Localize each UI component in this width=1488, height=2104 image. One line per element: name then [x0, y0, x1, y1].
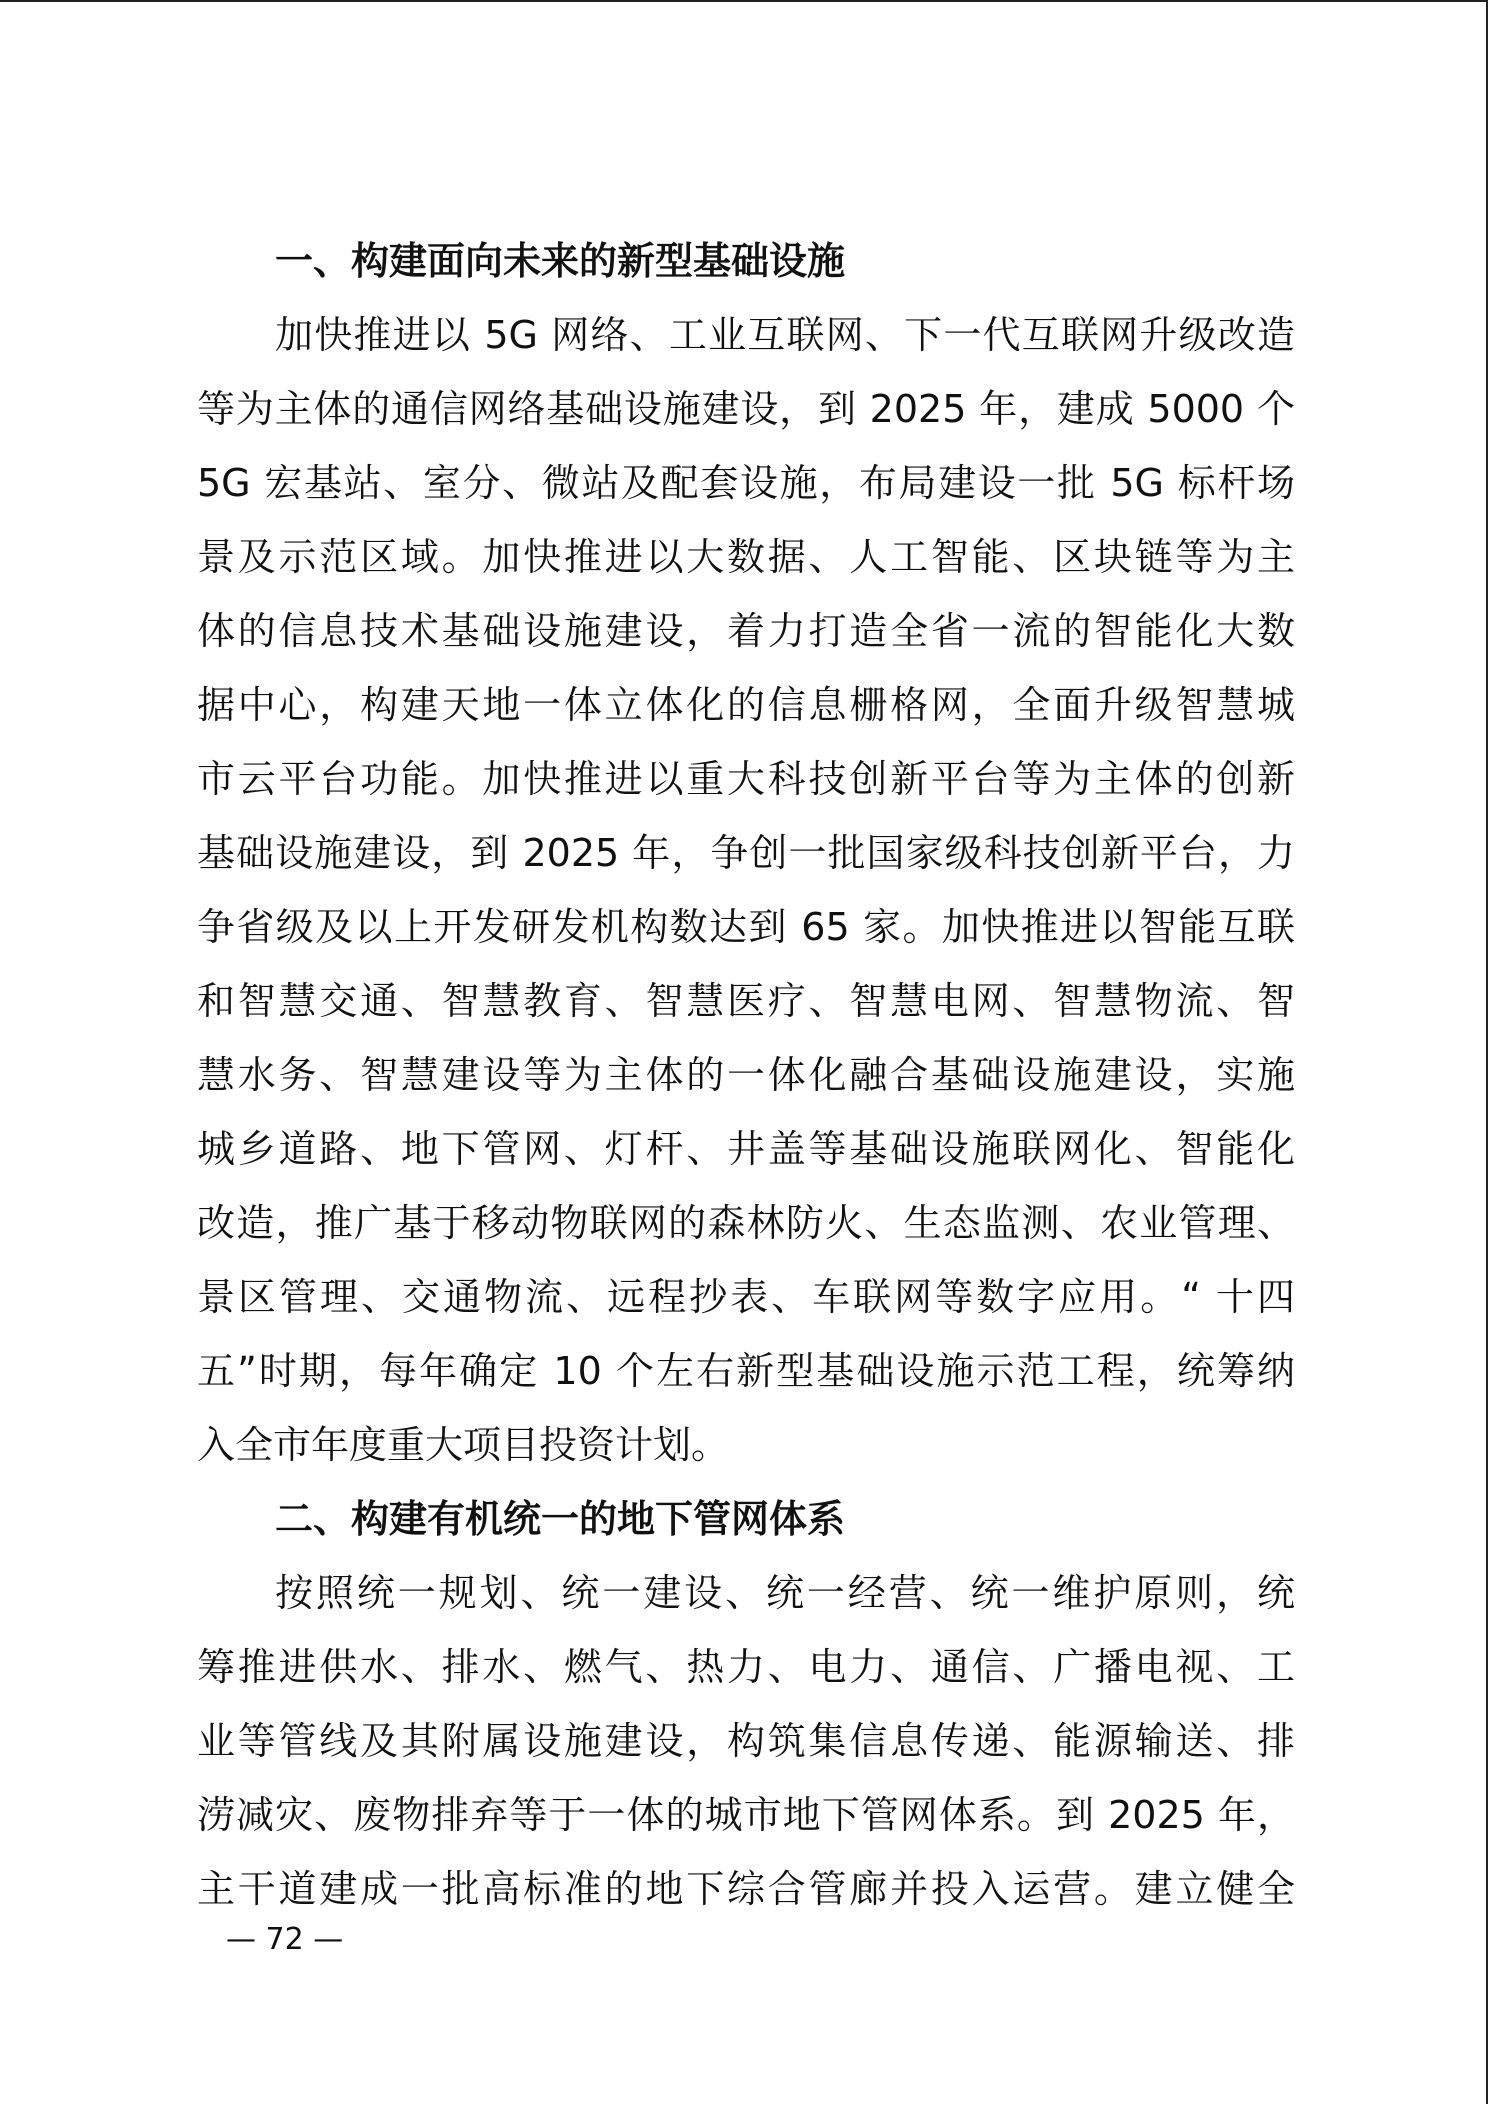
paragraph-line: 据中心，构建天地一体立体化的信息栅格网，全面升级智慧城 — [197, 683, 1295, 727]
paragraph-line: 等为主体的通信网络基础设施建设，到 2025 年，建成 5000 个 — [197, 387, 1295, 431]
paragraph-line: 和智慧交通、智慧教育、智慧医疗、智慧电网、智慧物流、智 — [197, 979, 1295, 1023]
paragraph-line: 入全市年度重大项目投资计划。 — [197, 1423, 730, 1467]
paragraph-line: 筹推进供水、排水、燃气、热力、电力、通信、广播电视、工 — [197, 1645, 1295, 1689]
paragraph-line: 景区管理、交通物流、远程抄表、车联网等数字应用。“ 十四 — [197, 1275, 1295, 1319]
paragraph-line: 主干道建成一批高标准的地下综合管廊并投入运营。建立健全 — [197, 1867, 1295, 1911]
paragraph-line: 体的信息技术基础设施建设，着力打造全省一流的智能化大数 — [197, 609, 1295, 653]
paragraph-line: 五”时期，每年确定 10 个左右新型基础设施示范工程，统筹纳 — [197, 1349, 1295, 1393]
paragraph-line: 业等管线及其附属设施建设，构筑集信息传递、能源输送、排 — [197, 1719, 1295, 1763]
paragraph-line: 基础设施建设，到 2025 年，争创一批国家级科技创新平台，力 — [197, 831, 1295, 875]
paragraph-line: 城乡道路、地下管网、灯杆、井盖等基础设施联网化、智能化 — [197, 1127, 1295, 1171]
document-body — [197, 224, 1295, 1926]
paragraph-line: 涝减灾、废物排弃等于一体的城市地下管网体系。到 2025 年， — [197, 1793, 1295, 1837]
section-1-paragraph — [197, 298, 1295, 1482]
paragraph-line: 景及示范区域。加快推进以大数据、人工智能、区块链等为主 — [197, 535, 1295, 579]
paragraph-line: 争省级及以上开发研发机构数达到 65 家。加快推进以智能互联 — [197, 905, 1295, 949]
paragraph-line: 改造，推广基于移动物联网的森林防火、生态监测、农业管理、 — [197, 1201, 1295, 1245]
section-heading-2: 二、构建有机统一的地下管网体系 — [275, 1497, 846, 1541]
paragraph-line: 市云平台功能。加快推进以重大科技创新平台等为主体的创新 — [197, 757, 1295, 801]
section-heading-1: 一、构建面向未来的新型基础设施 — [275, 239, 846, 283]
paragraph-line: 慧水务、智慧建设等为主体的一体化融合基础设施建设，实施 — [197, 1053, 1295, 1097]
page-number: — 72 — — [226, 1922, 344, 1957]
section-2-paragraph — [197, 1556, 1295, 1926]
paragraph-line: 按照统一规划、统一建设、统一经营、统一维护原则，统 — [275, 1571, 1295, 1615]
paragraph-line: 5G 宏基站、室分、微站及配套设施，布局建设一批 5G 标杆场 — [197, 461, 1295, 505]
paragraph-line: 加快推进以 5G 网络、工业互联网、下一代互联网升级改造 — [275, 313, 1295, 357]
